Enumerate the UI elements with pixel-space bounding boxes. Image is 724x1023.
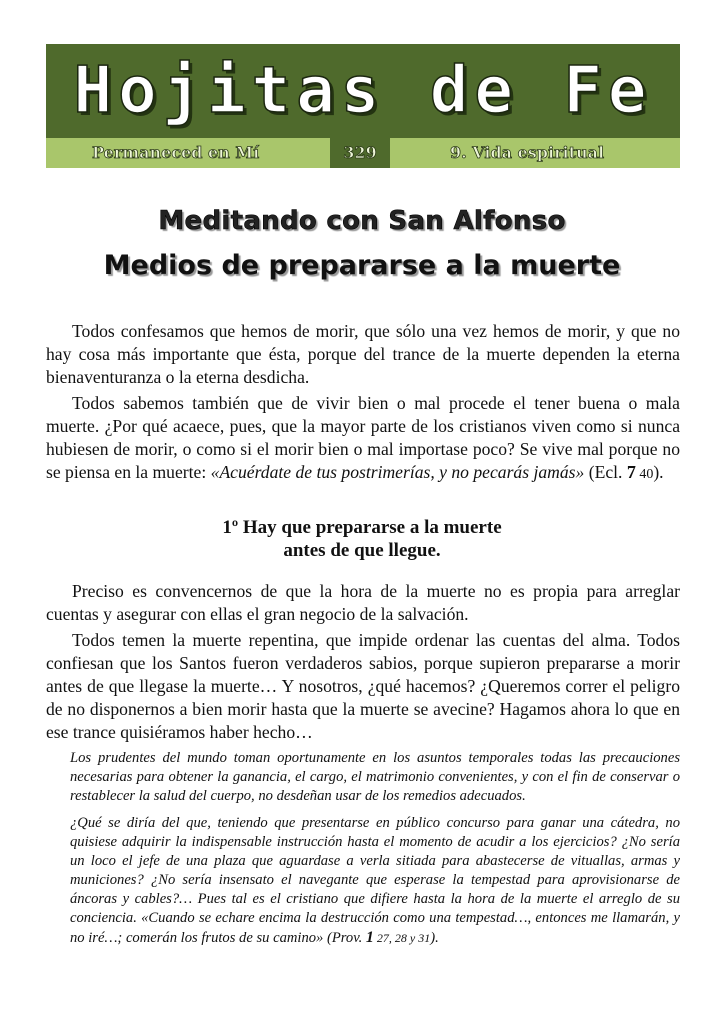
paragraph: Preciso es convencernos de que la hora de la muerte no es propia para arreglar cuentas y asegurar con ellas el gran negocio de la salvación.: [46, 581, 680, 624]
series-label: Permaneced en Mí: [92, 143, 260, 162]
masthead: [46, 44, 680, 168]
intro-text: [46, 320, 680, 486]
category-label: 9. Vida espiritual: [450, 143, 605, 162]
quotation-paragraph: Los prudentes del mundo toman oportunamente en los asuntos temporales todas las precauciones necesarias para obtener la ganancia, el cargo, el matrimonio convenientes, y con el fin de conservar o restablecer la salud del cuerpo, no desdeñan usar de los remedios adecuados.: [70, 750, 680, 804]
masthead-subbar: [46, 138, 680, 168]
masthead-banner: [46, 44, 680, 138]
issue-number: 329: [330, 138, 390, 168]
quotation-paragraph: ¿Qué se diría del que, teniendo que presentarse en público concurso para ganar una cátedra, no quisiese adquirir la indispensable instrucción hasta el momento de acudir a los ejercicios? ¿No sería un loco el jefe de una plaza que aguardase a verla sitiada para abastecerse de vituallas, armas y municiones? ¿No sería insensato el navegante que esperase la tempestad para aprovisionarse de áncoras y cables?… Pues tal es el cristiano que difiere hasta la hora de la muerte el arreglo de su conciencia. «Cuando se echare encima la destrucción como una tempestad…, entonces me llamarán, y no iré…; comerán los frutos de su camino» (Prov. 1 27, 28 y 31).: [70, 815, 680, 946]
quotation-block: [70, 749, 680, 948]
section-heading-line2: antes de que llegue.: [283, 540, 441, 561]
publication-title: Hojitas de Fe: [73, 54, 653, 128]
section-heading-line1: 1º Hay que prepararse a la muerte: [222, 517, 502, 538]
paragraph: Todos temen la muerte repentina, que impide ordenar las cuentas del alma. Todos confiesan que los Santos fueron verdaderos sabios, porque supieron prepararse a morir antes de que llegase la muerte… Y nosotros, ¿qué hacemos? ¿Queremos correr el peligro de no disponernos a bien morir hasta que la muerte se avecine? Hagamos ahora lo que en ese trance quisiéramos haber hecho…: [46, 630, 680, 742]
paragraph: Todos sabemos también que de vivir bien o mal procede el tener buena o mala muerte. ¿Por qué acaece, pues, que la mayor parte de los cristianos viven como si nunca hubiesen de morir, o como si el morir bien o mal importase poco? Se vive mal porque no se piensa en la muerte: «Acuérdate de tus postrimerías, y no pecarás jamás» (Ecl. 7 40).: [46, 393, 680, 482]
article-title-line2: Medios de prepararse a la muerte: [103, 250, 621, 281]
section-text: [46, 580, 680, 744]
paragraph: Todos confesamos que hemos de morir, que sólo una vez hemos de morir, y que no hay cosa más importante que ésta, porque del trance de la muerte dependen la eterna bienaventuranza o la eterna desdicha.: [46, 321, 680, 387]
article-title-line1: Meditando con San Alfonso: [158, 206, 566, 236]
